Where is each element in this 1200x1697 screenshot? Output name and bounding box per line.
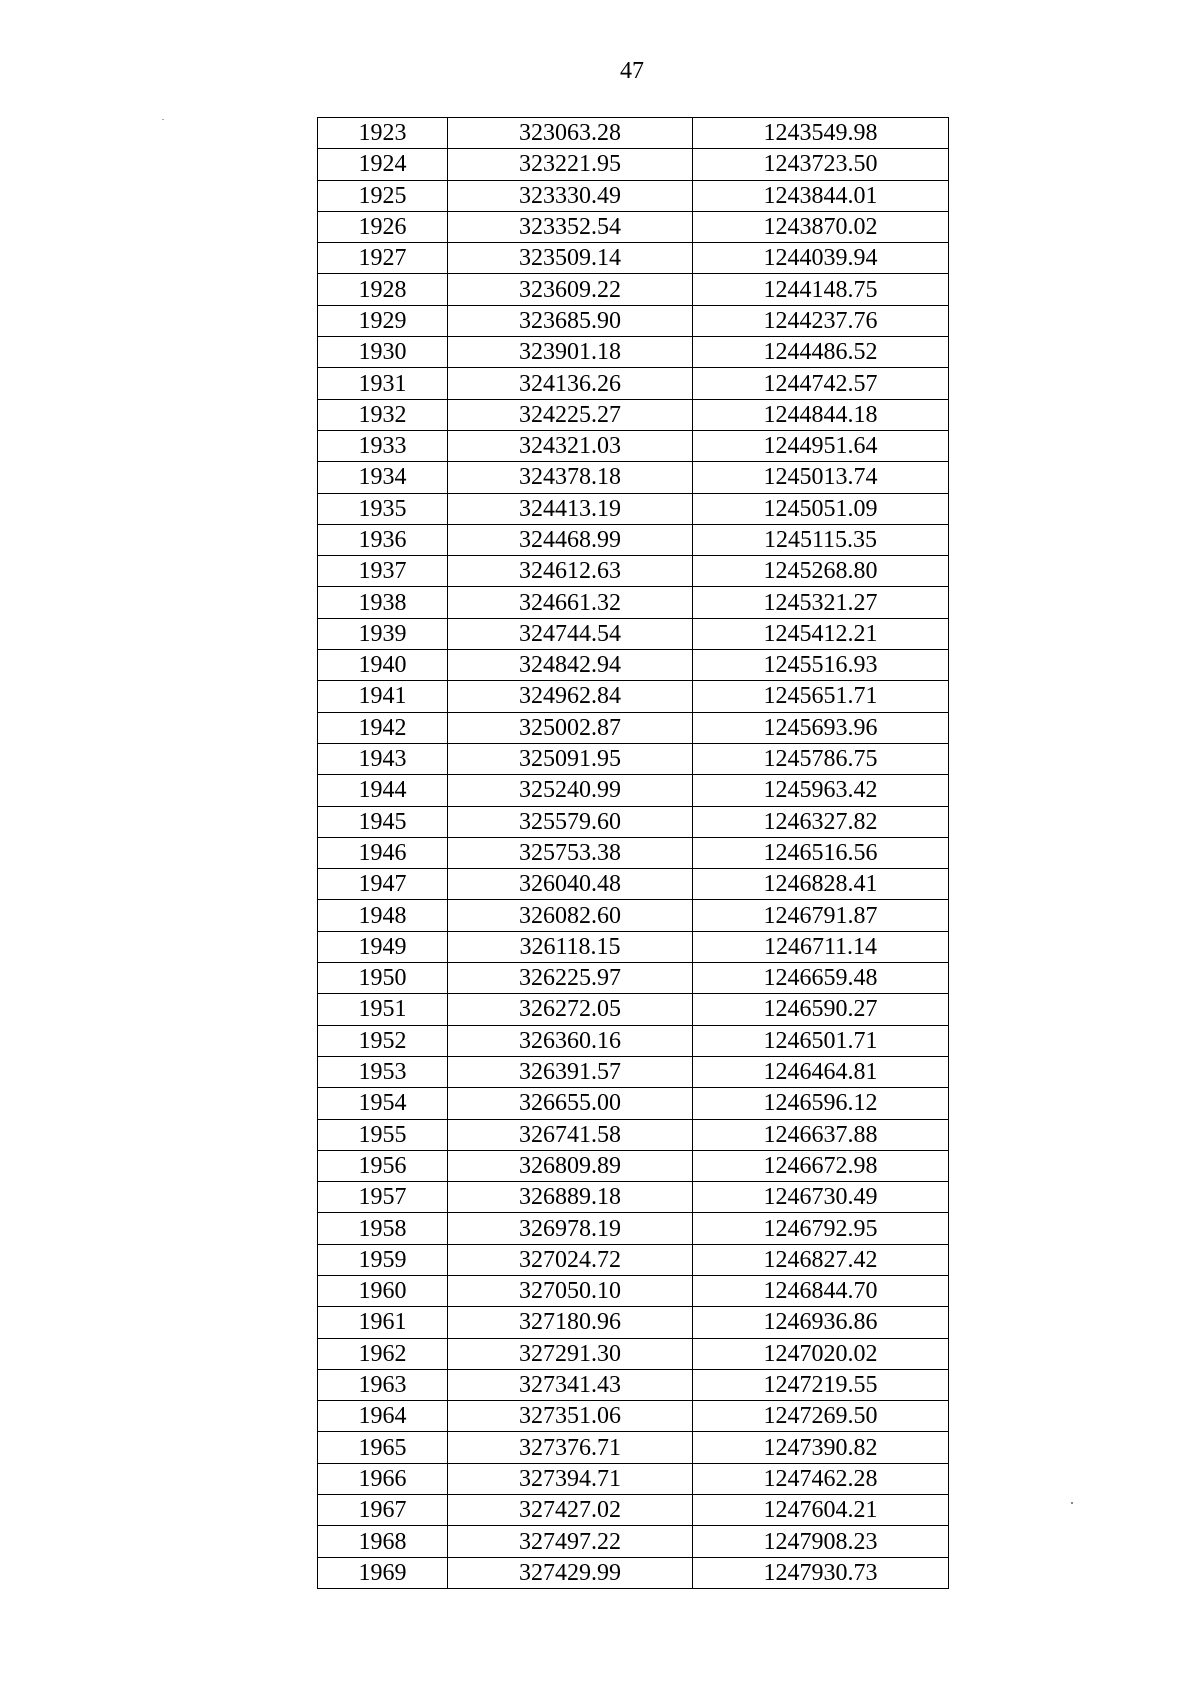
value-a-cell: 326978.19: [448, 1213, 693, 1244]
year-cell: 1945: [318, 806, 448, 837]
year-cell: 1944: [318, 775, 448, 806]
table-row: [318, 931, 949, 962]
value-a-cell: 324661.32: [448, 587, 693, 618]
value-b-cell: 1245516.93: [693, 650, 949, 681]
table-row: [318, 493, 949, 524]
value-b-cell: 1246792.95: [693, 1213, 949, 1244]
value-a-cell: 326118.15: [448, 931, 693, 962]
value-a-cell: 325240.99: [448, 775, 693, 806]
value-a-cell: 327341.43: [448, 1369, 693, 1400]
table-row: [318, 869, 949, 900]
value-a-cell: 324136.26: [448, 368, 693, 399]
year-cell: 1960: [318, 1275, 448, 1306]
table-row: [318, 1557, 949, 1588]
year-cell: 1942: [318, 712, 448, 743]
value-a-cell: 324225.27: [448, 399, 693, 430]
value-a-cell: 326040.48: [448, 869, 693, 900]
value-a-cell: 327180.96: [448, 1307, 693, 1338]
value-b-cell: 1245412.21: [693, 618, 949, 649]
value-b-cell: 1245013.74: [693, 462, 949, 493]
value-a-cell: 326889.18: [448, 1182, 693, 1213]
table-row: [318, 149, 949, 180]
value-b-cell: 1247020.02: [693, 1338, 949, 1369]
value-b-cell: 1244039.94: [693, 243, 949, 274]
value-a-cell: 326225.97: [448, 963, 693, 994]
year-cell: 1938: [318, 587, 448, 618]
value-b-cell: 1245115.35: [693, 524, 949, 555]
year-cell: 1950: [318, 963, 448, 994]
table-row: [318, 430, 949, 461]
table-row: [318, 337, 949, 368]
year-cell: 1925: [318, 180, 448, 211]
value-b-cell: 1247604.21: [693, 1495, 949, 1526]
value-a-cell: 324612.63: [448, 556, 693, 587]
scan-speck: [1071, 1502, 1073, 1504]
table-row: [318, 1307, 949, 1338]
value-a-cell: 326655.00: [448, 1088, 693, 1119]
value-b-cell: 1243723.50: [693, 149, 949, 180]
table-row: [318, 618, 949, 649]
value-b-cell: 1245786.75: [693, 743, 949, 774]
year-cell: 1962: [318, 1338, 448, 1369]
year-cell: 1968: [318, 1526, 448, 1557]
table-row: [318, 1150, 949, 1181]
scan-speck: [162, 119, 164, 120]
year-cell: 1953: [318, 1056, 448, 1087]
year-cell: 1946: [318, 837, 448, 868]
year-cell: 1936: [318, 524, 448, 555]
value-a-cell: 323685.90: [448, 305, 693, 336]
value-a-cell: 323901.18: [448, 337, 693, 368]
table-row: [318, 368, 949, 399]
year-cell: 1959: [318, 1244, 448, 1275]
year-cell: 1969: [318, 1557, 448, 1588]
table-row: [318, 1338, 949, 1369]
value-a-cell: 327351.06: [448, 1401, 693, 1432]
year-cell: 1932: [318, 399, 448, 430]
page-number: 47: [620, 58, 644, 84]
year-cell: 1966: [318, 1463, 448, 1494]
year-cell: 1937: [318, 556, 448, 587]
value-a-cell: 323609.22: [448, 274, 693, 305]
value-a-cell: 327497.22: [448, 1526, 693, 1557]
table-row: [318, 1213, 949, 1244]
table-row: [318, 1244, 949, 1275]
value-a-cell: 324468.99: [448, 524, 693, 555]
value-b-cell: 1247462.28: [693, 1463, 949, 1494]
value-b-cell: 1246596.12: [693, 1088, 949, 1119]
value-b-cell: 1247390.82: [693, 1432, 949, 1463]
table-row: [318, 118, 949, 149]
year-cell: 1926: [318, 211, 448, 242]
year-cell: 1964: [318, 1401, 448, 1432]
value-b-cell: 1246844.70: [693, 1275, 949, 1306]
table-row: [318, 900, 949, 931]
year-cell: 1955: [318, 1119, 448, 1150]
table-row: [318, 1056, 949, 1087]
value-b-cell: 1243549.98: [693, 118, 949, 149]
year-cell: 1924: [318, 149, 448, 180]
value-b-cell: 1246791.87: [693, 900, 949, 931]
year-cell: 1947: [318, 869, 448, 900]
value-b-cell: 1246936.86: [693, 1307, 949, 1338]
value-a-cell: 327291.30: [448, 1338, 693, 1369]
table-row: [318, 1119, 949, 1150]
table-row: [318, 1401, 949, 1432]
value-a-cell: 323063.28: [448, 118, 693, 149]
table-row: [318, 1463, 949, 1494]
value-a-cell: 327427.02: [448, 1495, 693, 1526]
year-cell: 1957: [318, 1182, 448, 1213]
value-b-cell: 1247930.73: [693, 1557, 949, 1588]
table-row: [318, 211, 949, 242]
value-b-cell: 1246827.42: [693, 1244, 949, 1275]
value-b-cell: 1247219.55: [693, 1369, 949, 1400]
value-a-cell: 323221.95: [448, 149, 693, 180]
year-cell: 1958: [318, 1213, 448, 1244]
value-b-cell: 1244742.57: [693, 368, 949, 399]
value-b-cell: 1246672.98: [693, 1150, 949, 1181]
value-b-cell: 1246501.71: [693, 1025, 949, 1056]
table-row: [318, 963, 949, 994]
value-a-cell: 326741.58: [448, 1119, 693, 1150]
table-row: [318, 994, 949, 1025]
table-row: [318, 180, 949, 211]
value-a-cell: 324744.54: [448, 618, 693, 649]
value-b-cell: 1246464.81: [693, 1056, 949, 1087]
table-row: [318, 837, 949, 868]
table-row: [318, 462, 949, 493]
value-b-cell: 1244237.76: [693, 305, 949, 336]
value-b-cell: 1243844.01: [693, 180, 949, 211]
value-a-cell: 324378.18: [448, 462, 693, 493]
year-cell: 1935: [318, 493, 448, 524]
table-row: [318, 305, 949, 336]
value-a-cell: 327376.71: [448, 1432, 693, 1463]
value-b-cell: 1246637.88: [693, 1119, 949, 1150]
table-row: [318, 399, 949, 430]
value-a-cell: 326391.57: [448, 1056, 693, 1087]
year-cell: 1956: [318, 1150, 448, 1181]
value-a-cell: 324842.94: [448, 650, 693, 681]
value-b-cell: 1246828.41: [693, 869, 949, 900]
table-row: [318, 1526, 949, 1557]
table-row: [318, 1369, 949, 1400]
year-cell: 1931: [318, 368, 448, 399]
year-cell: 1961: [318, 1307, 448, 1338]
year-cell: 1934: [318, 462, 448, 493]
year-cell: 1929: [318, 305, 448, 336]
value-a-cell: 325002.87: [448, 712, 693, 743]
value-b-cell: 1246730.49: [693, 1182, 949, 1213]
year-cell: 1928: [318, 274, 448, 305]
value-b-cell: 1246659.48: [693, 963, 949, 994]
year-cell: 1948: [318, 900, 448, 931]
value-b-cell: 1247269.50: [693, 1401, 949, 1432]
value-a-cell: 327050.10: [448, 1275, 693, 1306]
value-a-cell: 324413.19: [448, 493, 693, 524]
table-row: [318, 712, 949, 743]
table-row: [318, 274, 949, 305]
value-b-cell: 1245963.42: [693, 775, 949, 806]
year-cell: 1951: [318, 994, 448, 1025]
year-cell: 1949: [318, 931, 448, 962]
value-a-cell: 323509.14: [448, 243, 693, 274]
table-row: [318, 1495, 949, 1526]
year-cell: 1940: [318, 650, 448, 681]
value-b-cell: 1246711.14: [693, 931, 949, 962]
year-cell: 1965: [318, 1432, 448, 1463]
value-b-cell: 1243870.02: [693, 211, 949, 242]
year-cell: 1954: [318, 1088, 448, 1119]
year-cell: 1952: [318, 1025, 448, 1056]
table-row: [318, 775, 949, 806]
data-table: [317, 117, 949, 1589]
table-row: [318, 1275, 949, 1306]
year-cell: 1941: [318, 681, 448, 712]
year-cell: 1943: [318, 743, 448, 774]
value-a-cell: 326809.89: [448, 1150, 693, 1181]
year-cell: 1930: [318, 337, 448, 368]
value-a-cell: 323330.49: [448, 180, 693, 211]
value-b-cell: 1245651.71: [693, 681, 949, 712]
table-row: [318, 650, 949, 681]
value-a-cell: 327024.72: [448, 1244, 693, 1275]
value-b-cell: 1246590.27: [693, 994, 949, 1025]
value-b-cell: 1244486.52: [693, 337, 949, 368]
table-body: [318, 118, 949, 1589]
value-a-cell: 326360.16: [448, 1025, 693, 1056]
value-b-cell: 1244844.18: [693, 399, 949, 430]
table-row: [318, 524, 949, 555]
value-a-cell: 324321.03: [448, 430, 693, 461]
table-row: [318, 556, 949, 587]
value-b-cell: 1244951.64: [693, 430, 949, 461]
year-cell: 1923: [318, 118, 448, 149]
value-b-cell: 1245693.96: [693, 712, 949, 743]
year-cell: 1933: [318, 430, 448, 461]
year-cell: 1963: [318, 1369, 448, 1400]
table-row: [318, 1088, 949, 1119]
value-b-cell: 1247908.23: [693, 1526, 949, 1557]
value-b-cell: 1246327.82: [693, 806, 949, 837]
value-a-cell: 326272.05: [448, 994, 693, 1025]
table-row: [318, 1182, 949, 1213]
value-a-cell: 327429.99: [448, 1557, 693, 1588]
value-b-cell: 1246516.56: [693, 837, 949, 868]
year-cell: 1927: [318, 243, 448, 274]
table-row: [318, 743, 949, 774]
value-b-cell: 1245268.80: [693, 556, 949, 587]
table-row: [318, 243, 949, 274]
value-b-cell: 1245051.09: [693, 493, 949, 524]
table-row: [318, 1432, 949, 1463]
value-a-cell: 325579.60: [448, 806, 693, 837]
value-a-cell: 323352.54: [448, 211, 693, 242]
table-row: [318, 806, 949, 837]
year-cell: 1967: [318, 1495, 448, 1526]
value-a-cell: 324962.84: [448, 681, 693, 712]
value-a-cell: 326082.60: [448, 900, 693, 931]
value-a-cell: 325753.38: [448, 837, 693, 868]
value-b-cell: 1245321.27: [693, 587, 949, 618]
value-a-cell: 327394.71: [448, 1463, 693, 1494]
table-row: [318, 681, 949, 712]
value-b-cell: 1244148.75: [693, 274, 949, 305]
value-a-cell: 325091.95: [448, 743, 693, 774]
table-row: [318, 587, 949, 618]
year-cell: 1939: [318, 618, 448, 649]
table-row: [318, 1025, 949, 1056]
